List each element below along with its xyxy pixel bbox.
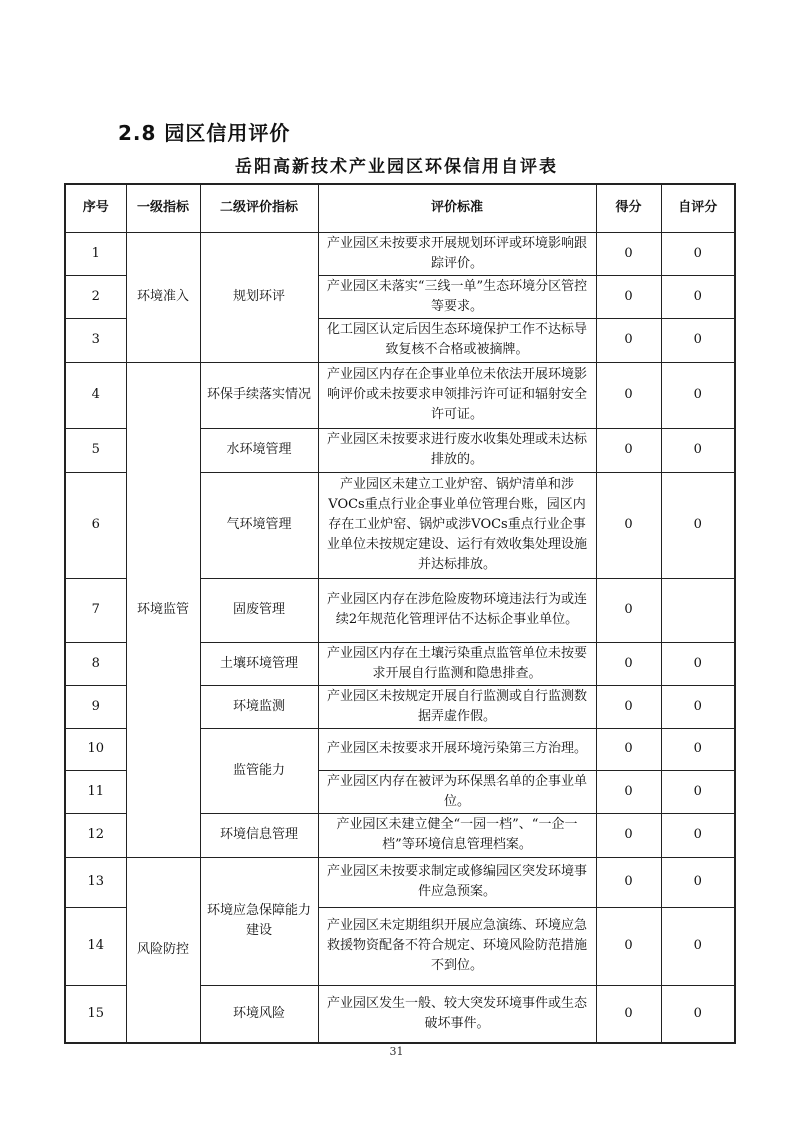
row-index: 8 [65, 642, 126, 685]
self-score-cell: 0 [661, 685, 735, 728]
criterion-cell: 化工园区认定后因生态环境保护工作不达标导致复核不合格或被摘牌。 [318, 318, 596, 362]
column-header-index: 序号 [65, 184, 126, 232]
criterion-cell: 产业园区未按规定开展自行监测或自行监测数据弄虚作假。 [318, 685, 596, 728]
level2-cell: 环境监测 [200, 685, 318, 728]
criterion-cell: 产业园区发生一般、较大突发环境事件或生态破坏事件。 [318, 985, 596, 1043]
self-score-cell: 0 [661, 770, 735, 813]
row-index: 6 [65, 472, 126, 578]
row-index: 2 [65, 275, 126, 318]
score-cell: 0 [596, 728, 661, 770]
row-index: 4 [65, 362, 126, 428]
score-cell: 0 [596, 985, 661, 1043]
self-score-cell: 0 [661, 642, 735, 685]
level2-cell: 环保手续落实情况 [200, 362, 318, 428]
column-header-level1: 一级指标 [126, 184, 200, 232]
column-header-self-score: 自评分 [661, 184, 735, 232]
self-score-cell: 0 [661, 362, 735, 428]
self-score-cell: 0 [661, 232, 735, 275]
header-row [65, 184, 735, 232]
level2-cell: 环境信息管理 [200, 813, 318, 857]
row-index: 5 [65, 428, 126, 472]
table-row [65, 857, 735, 907]
row-index: 14 [65, 907, 126, 985]
criterion-cell: 产业园区未按要求开展规划环评或环境影响跟踪评价。 [318, 232, 596, 275]
row-index: 7 [65, 578, 126, 642]
criterion-cell: 产业园区内存在被评为环保黑名单的企事业单位。 [318, 770, 596, 813]
criterion-cell: 产业园区未建立健全“一园一档”、“一企一档”等环境信息管理档案。 [318, 813, 596, 857]
level2-cell: 环境风险 [200, 985, 318, 1043]
table-row [65, 362, 735, 428]
row-index: 11 [65, 770, 126, 813]
level2-cell: 水环境管理 [200, 428, 318, 472]
row-index: 1 [65, 232, 126, 275]
level2-cell: 规划环评 [200, 232, 318, 362]
criterion-cell: 产业园区未按要求制定或修编园区突发环境事件应急预案。 [318, 857, 596, 907]
score-cell: 0 [596, 318, 661, 362]
criterion-cell: 产业园区内存在企事业单位未依法开展环境影响评价或未按要求申领排污许可证和辐射安全许可证。 [318, 362, 596, 428]
column-header-score: 得分 [596, 184, 661, 232]
score-cell: 0 [596, 428, 661, 472]
credit-self-assessment-table [64, 183, 736, 1044]
self-score-cell: 0 [661, 428, 735, 472]
self-score-cell: 0 [661, 857, 735, 907]
page-number: 31 [389, 1045, 404, 1058]
score-cell: 0 [596, 642, 661, 685]
self-score-cell: 0 [661, 275, 735, 318]
level1-cell: 环境准入 [126, 232, 200, 362]
self-score-cell: 0 [661, 985, 735, 1043]
score-cell: 0 [596, 275, 661, 318]
row-index: 10 [65, 728, 126, 770]
column-header-level2: 二级评价指标 [200, 184, 318, 232]
row-index: 12 [65, 813, 126, 857]
score-cell: 0 [596, 232, 661, 275]
criterion-cell: 产业园区内存在土壤污染重点监管单位未按要求开展自行监测和隐患排查。 [318, 642, 596, 685]
criterion-cell: 产业园区未定期组织开展应急演练、环境应急救援物资配备不符合规定、环境风险防范措施不到位。 [318, 907, 596, 985]
row-index: 13 [65, 857, 126, 907]
column-header-criterion: 评价标准 [318, 184, 596, 232]
criterion-cell: 产业园区内存在涉危险废物环境违法行为或连续2年规范化管理评估不达标企事业单位。 [318, 578, 596, 642]
row-index: 15 [65, 985, 126, 1043]
level1-cell: 风险防控 [126, 857, 200, 1043]
self-score-cell: 0 [661, 907, 735, 985]
level2-cell: 监管能力 [200, 728, 318, 813]
self-score-cell: 0 [661, 472, 735, 578]
self-score-cell: 0 [661, 813, 735, 857]
score-cell: 0 [596, 813, 661, 857]
self-score-cell: 0 [661, 318, 735, 362]
level2-cell: 土壤环境管理 [200, 642, 318, 685]
score-cell: 0 [596, 770, 661, 813]
criterion-cell: 产业园区未按要求进行废水收集处理或未达标排放的。 [318, 428, 596, 472]
score-cell: 0 [596, 685, 661, 728]
self-score-cell: 0 [661, 728, 735, 770]
criterion-cell: 产业园区未按要求开展环境污染第三方治理。 [318, 728, 596, 770]
score-cell: 0 [596, 472, 661, 578]
row-index: 9 [65, 685, 126, 728]
score-cell: 0 [596, 907, 661, 985]
level2-cell: 环境应急保障能力建设 [200, 857, 318, 985]
section-heading: 2.8 园区信用评价 [118, 121, 291, 145]
criterion-cell: 产业园区未落实“三线一单”生态环境分区管控等要求。 [318, 275, 596, 318]
row-index: 3 [65, 318, 126, 362]
score-cell: 0 [596, 857, 661, 907]
table-row [65, 232, 735, 275]
criterion-cell: 产业园区未建立工业炉窑、锅炉清单和涉VOCs重点行业企事业单位管理台账，园区内存在工业炉窑、锅炉或涉VOCs重点行业企事业单位未按规定建设、运行有效收集处理设施并达标排放。 [318, 472, 596, 578]
score-cell: 0 [596, 578, 661, 642]
self-score-cell [661, 578, 735, 642]
table-title: 岳阳高新技术产业园区环保信用自评表 [235, 157, 558, 177]
level2-cell: 固废管理 [200, 578, 318, 642]
score-cell: 0 [596, 362, 661, 428]
level2-cell: 气环境管理 [200, 472, 318, 578]
level1-cell: 环境监管 [126, 362, 200, 857]
